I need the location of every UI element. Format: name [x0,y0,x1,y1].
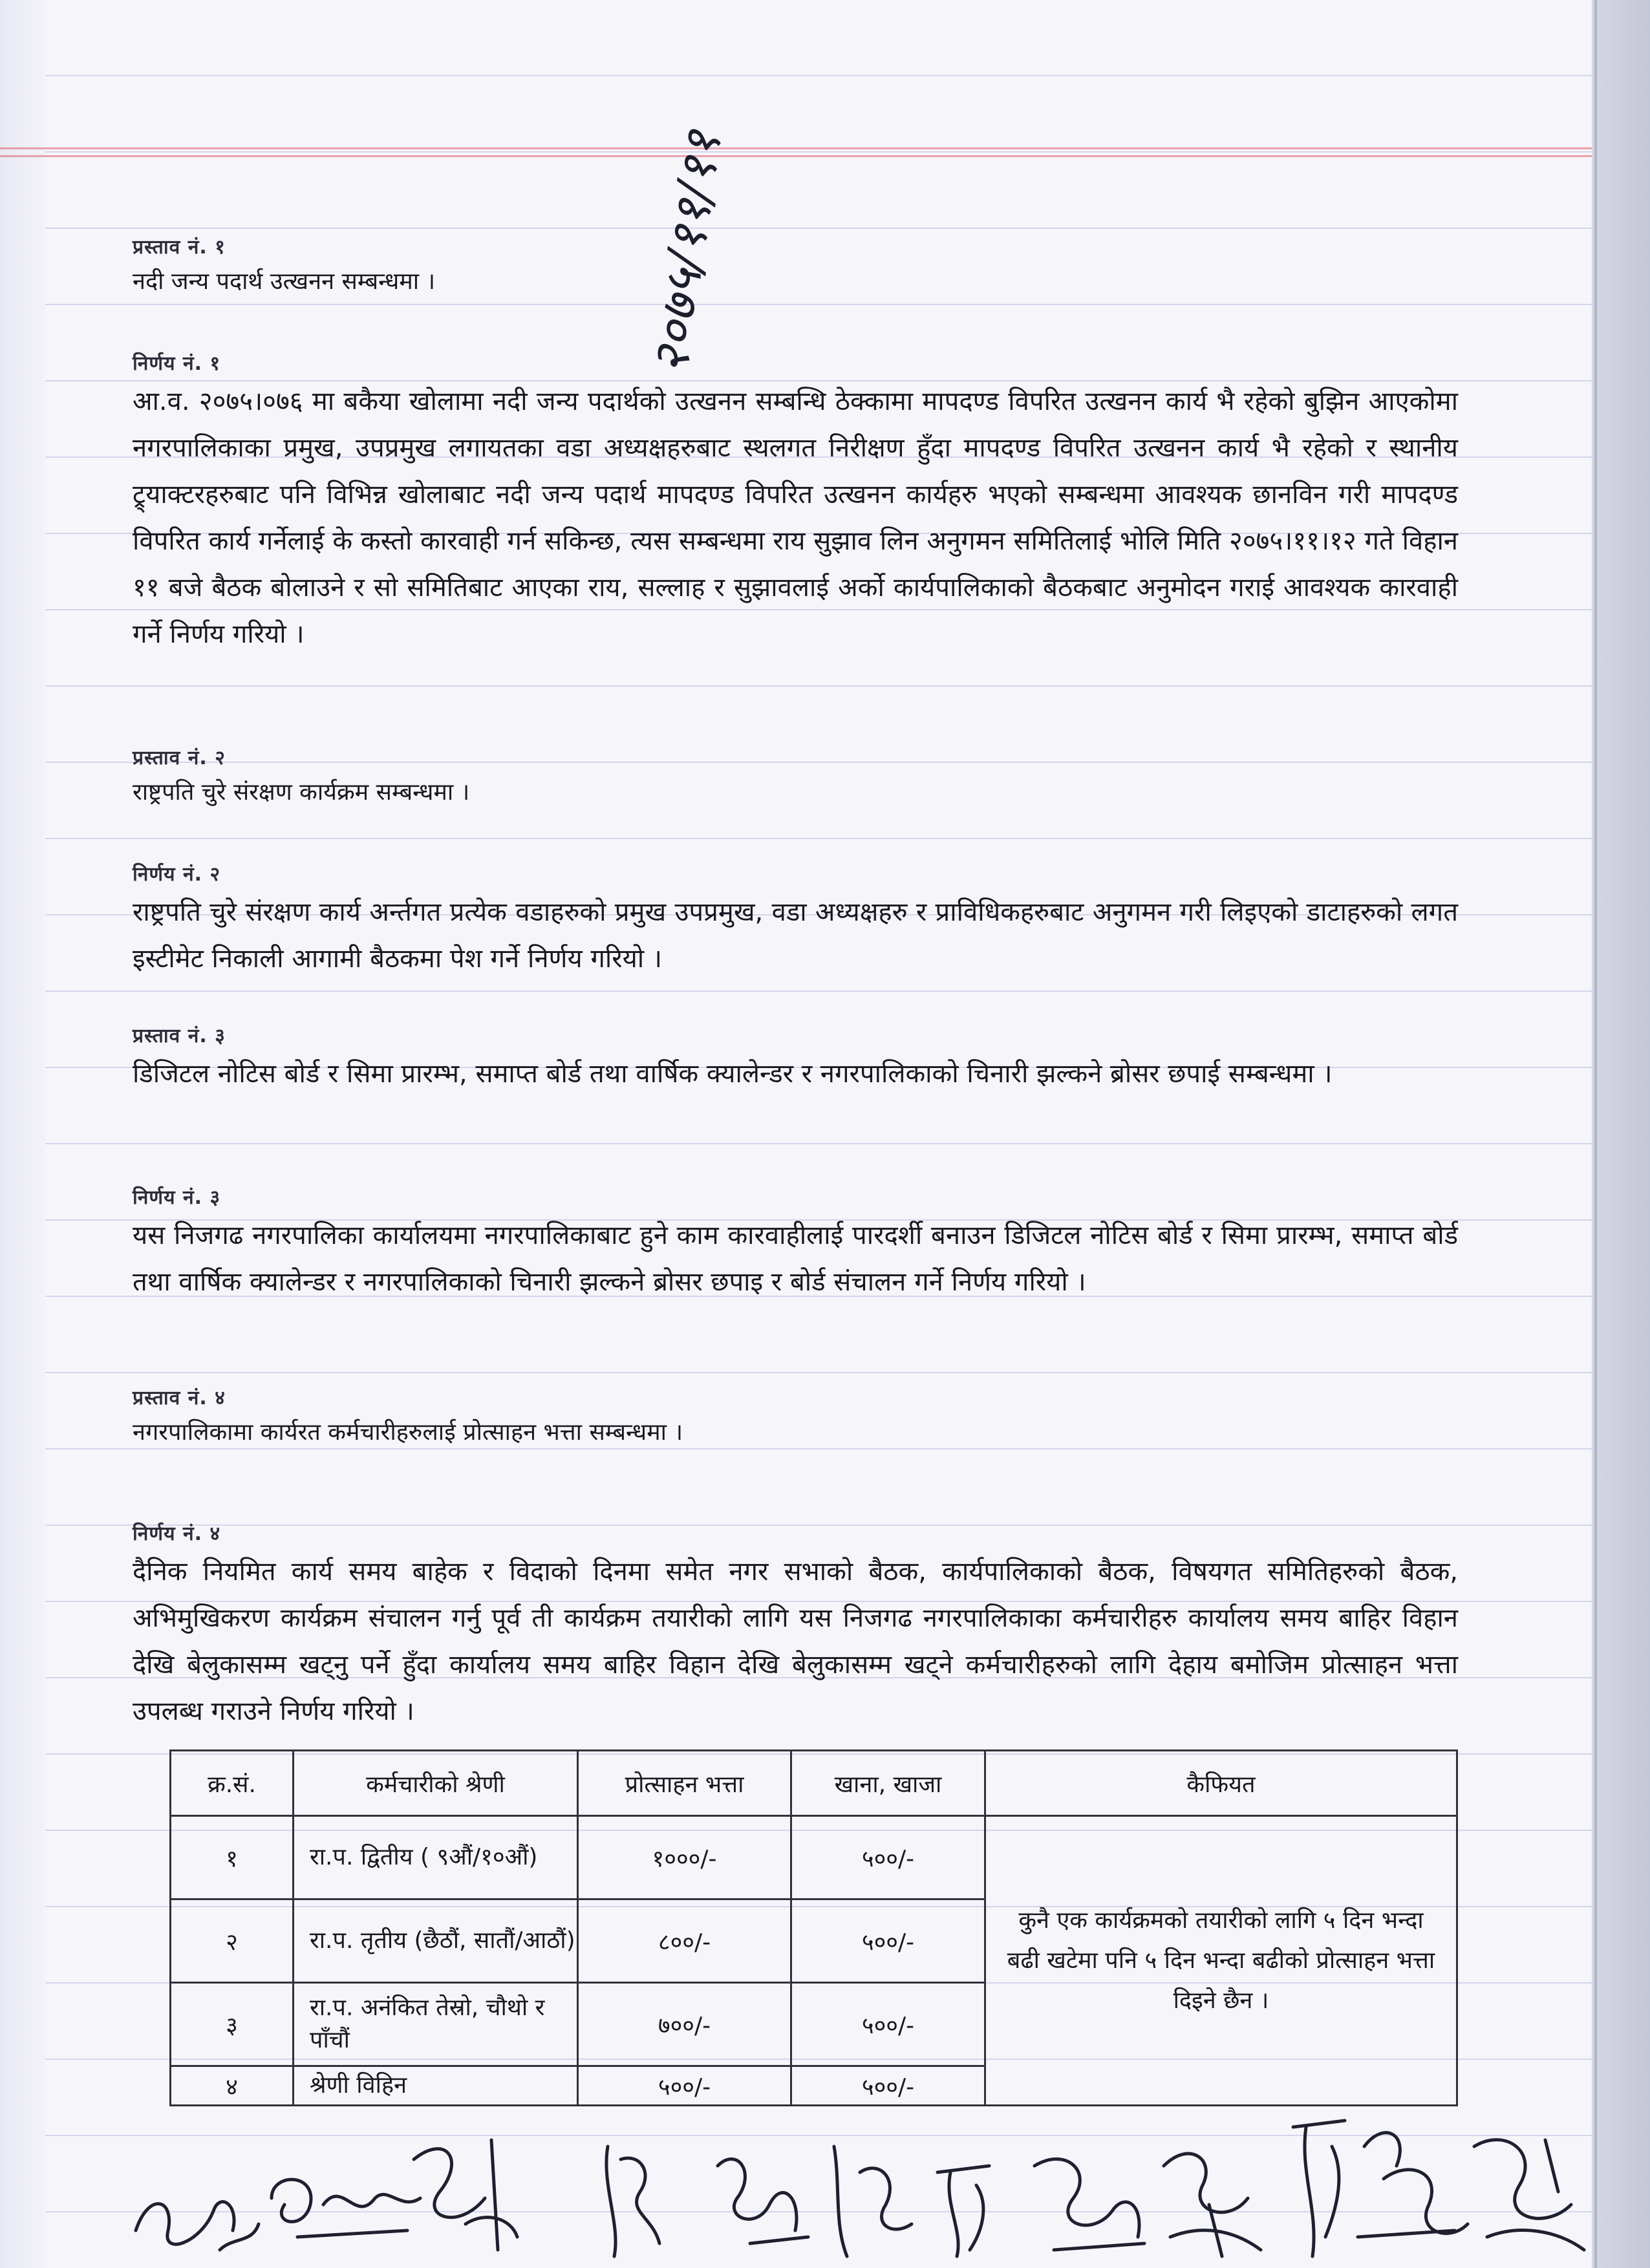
proposal-label: प्रस्ताव नं. ३ [133,1025,226,1047]
handwritten-date-note: २०७५/११/११ [641,127,733,378]
page-edge [1592,0,1650,2268]
decision-label: निर्णय नं. ३ [133,1186,221,1209]
header-allowance: प्रोत्साहन भत्ता [578,1751,791,1816]
signature-8 [1015,2140,1157,2263]
section-decision-4 [133,1519,1458,1735]
page-edge-line [1594,0,1597,2268]
decision-label: निर्णय नं. ४ [133,1523,221,1545]
decision-text: आ.व. २०७५।०७६ मा बकैया खोलामा नदी जन्य पदार्थको उत्खनन सम्बन्धि ठेक्कामा मापदण्ड विपरित उत्खनन कार्य भै रहेको बुझिन आएकोमा नगरपालिकाका प्रमुख, उपप्रमुख लगायतका वडा अध्यक्षहरुबाट स्थलगत निरीक्षण हुँदा मापदण्ड विपरित उत्खनन कार्य भै रहेको र स्थानीय ट्र्याक्टरहरुबाट पनि विभिन्न खोलाबाट नदी जन्य पदार्थ मापदण्ड विपरित उत्खनन कार्यहरु भएको सम्बन्धमा आवश्यक छानविन गरी मापदण्ड विपरित कार्य गर्नेलाई के कस्तो कारवाही गर्न सकिन्छ, त्यस सम्बन्धमा राय सुझाव लिन अनुगमन समितिलाई भोलि मिति २०७५।११।१२ गते विहान ११ बजे बैठक बोलाउने र सो समितिबाट आएका राय, सल्लाह र सुझावलाई अर्को कार्यपालिकाको बैठकबाट अनुमोदन गराई आवश्यक कारवाही गर्ने निर्णय गरियो । [133,387,1459,649]
cell-serial: २ [171,1899,294,1983]
cell-allowance: ७००/- [578,1983,791,2066]
section-decision-2 [133,860,1458,982]
allowance-table [169,1749,1458,2106]
decision-text: राष्ट्रपति चुरे संरक्षण कार्य अर्न्तगत प्रत्येक वडाहरुको प्रमुख उपप्रमुख, वडा अध्यक्षहरु र प्राविधिकहरुबाट अनुगमन गरी लिइएको डाटाहरुको लगत इस्टीमेट निकाली आगामी बैठकमा पेश गर्ने निर्णय गरियो । [133,897,1458,974]
red-margin-rule [0,155,1650,157]
red-margin-rule [0,147,1650,149]
signature-12 [1448,2114,1591,2263]
signature-6 [808,2127,925,2263]
header-remarks: कैफियत [985,1751,1457,1816]
cell-serial: ४ [171,2066,294,2106]
section-proposal-3 [133,1022,1458,1097]
section-decision-3 [133,1183,1458,1305]
cell-serial: ३ [171,1983,294,2066]
signature-1 [123,2153,265,2263]
header-serial: क्र.सं. [171,1751,294,1816]
table-header-row [171,1751,1457,1816]
cell-category: रा.प. द्वितीय ( ९औं/१०औं) [294,1816,578,1899]
proposal-label: प्रस्ताव नं. ४ [133,1387,226,1409]
proposal-title: नदी जन्य पदार्थ उत्खनन सम्बन्धमा । [133,268,436,295]
signature-9 [1144,2127,1267,2263]
cell-remarks: कुनै एक कार्यक्रमको तयारीको लागि ५ दिन भन्दा बढी खटेमा पनि ५ दिन भन्दा बढीको प्रोत्साहन भत्ता दिइने छैन । [985,1816,1457,2106]
table-row [171,1816,1457,1899]
cell-allowance: ५००/- [578,2066,791,2106]
section-proposal-2 [133,744,1458,811]
header-category: कर्मचारीको श्रेणी [294,1751,578,1816]
cell-food: ५००/- [791,1983,985,2066]
section-decision-1 [133,349,1458,658]
section-proposal-1 [133,233,1458,301]
signature-5 [698,2134,821,2263]
decision-label: निर्णय नं. १ [133,352,221,375]
cell-allowance: १०००/- [578,1816,791,1899]
cell-category: रा.प. अनंकित तेस्रो, चौथो र पाँचौं [294,1983,578,2066]
cell-food: ५००/- [791,2066,985,2106]
signature-3 [388,2121,530,2263]
cell-food: ५००/- [791,1816,985,1899]
proposal-title: राष्ट्रपति चुरे संरक्षण कार्यक्रम सम्बन्धमा । [133,779,470,806]
cell-serial: १ [171,1816,294,1899]
section-proposal-4 [133,1384,1458,1451]
proposal-title: डिजिटल नोटिस बोर्ड र सिमा प्रारम्भ, समाप्त बोर्ड तथा वार्षिक क्यालेन्डर र नगरपालिकाको चिनारी झल्कने ब्रोसर छपाई सम्बन्धमा । [133,1059,1333,1089]
cell-category: श्रेणी विहिन [294,2066,578,2106]
cell-allowance: ८००/- [578,1899,791,1983]
page-binding-margin [0,0,45,2268]
decision-text: यस निजगढ नगरपालिका कार्यालयमा नगरपालिकाबाट हुने काम कारवाहीलाई पारदर्शी बनाउन डिजिटल नोटिस बोर्ड र सिमा प्रारम्भ, समाप्त बोर्ड तथा वार्षिक क्यालेन्डर र नगरपालिकाको चिनारी झल्कने ब्रोसर छपाइ र बोर्ड संचालन गर्ने निर्णय गरियो । [133,1221,1458,1297]
proposal-label: प्रस्ताव नं. २ [133,747,226,769]
cell-food: ५००/- [791,1899,985,1983]
proposal-label: प्रस्ताव नं. १ [133,236,226,259]
signature-7 [925,2146,1002,2263]
decision-text: दैनिक नियमित कार्य समय बाहेक र विदाको दिनमा समेत नगर सभाको बैठक, कार्यपालिकाको बैठक, विषयगत समितिहरुको बैठक, अभिमुखिकरण कार्यक्रम संचालन गर्नु पूर्व ती कार्यक्रम तयारीको लागि यस निजगढ नगरपालिकाका कर्मचारीहरु कार्यालय समय बाहिर विहान देखि बेलुकासम्म खट्नु पर्ने हुँदा कार्यालय समय बाहिर विहान देखि बेलुकासम्म खट्ने कर्मचारीहरुको लागि देहाय बमोजिम प्रोत्साहन भत्ता उपलब्ध गराउने निर्णय गरियो । [133,1557,1458,1726]
cell-category: रा.प. तृतीय (छैठौं, सातौं/आठौं) [294,1899,578,1983]
header-food: खाना, खाजा [791,1751,985,1816]
decision-label: निर्णय नं. २ [133,863,221,886]
signature-4 [582,2134,679,2263]
proposal-title: नगरपालिकामा कार्यरत कर्मचारीहरुलाई प्रोत्साहन भत्ता सम्बन्धमा । [133,1419,683,1446]
